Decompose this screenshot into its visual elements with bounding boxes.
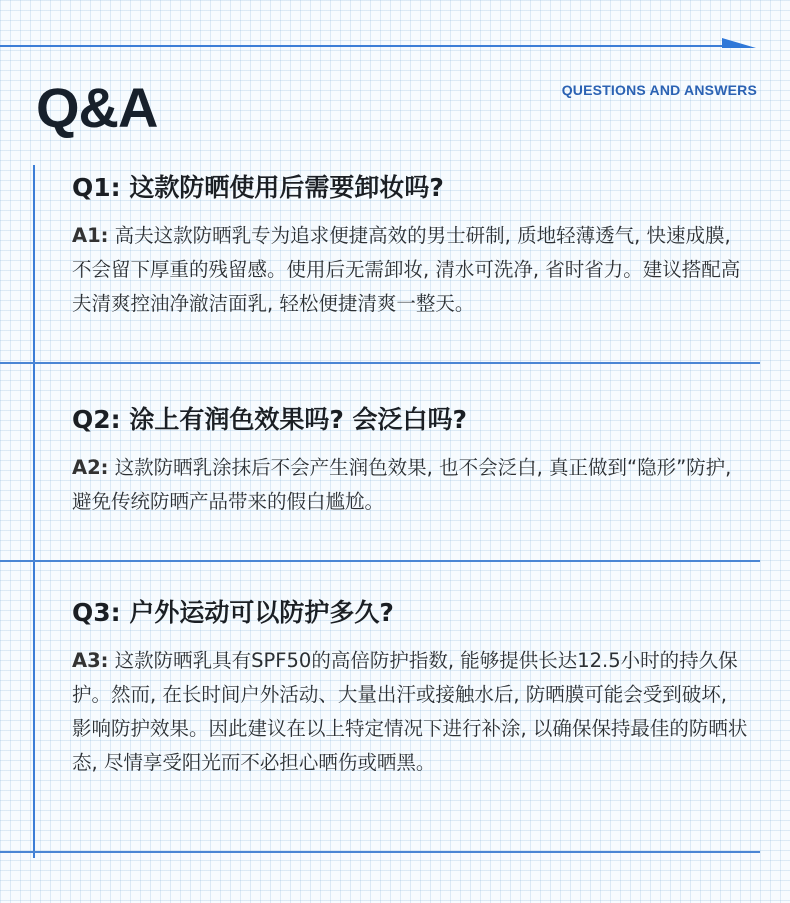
- answer-3-label: A3:: [72, 649, 109, 672]
- answer-1-text: 高夫这款防晒乳专为追求便捷高效的男士研制, 质地轻薄透气, 快速成膜, 不会留下厚重的残留感。使用后无需卸妆, 清水可洗净, 省时省力。建议搭配高夫清爽控油净澈洁面乳, 轻松便捷清爽一整天。: [72, 224, 741, 315]
- question-2: Q2: 涂上有润色效果吗? 会泛白吗?: [72, 405, 468, 434]
- qa-item-3: [72, 596, 752, 780]
- qa-item-1: [72, 171, 752, 321]
- page-title: Q&A: [36, 76, 158, 139]
- section-divider-3: [0, 851, 760, 853]
- answer-1-label: A1:: [72, 224, 109, 247]
- answer-2-label: A2:: [72, 456, 109, 479]
- page-subtitle: QUESTIONS AND ANSWERS: [561, 82, 757, 98]
- question-1: Q1: 这款防晒使用后需要卸妆吗?: [72, 173, 444, 202]
- answer-2-text: 这款防晒乳涂抹后不会产生润色效果, 也不会泛白, 真正做到“隐形”防护, 避免传统防晒产品带来的假白尴尬。: [72, 456, 732, 513]
- answer-1: [72, 219, 752, 321]
- arrow-icon: [722, 38, 756, 48]
- qa-item-2: [72, 403, 752, 519]
- question-3: Q3: 户外运动可以防护多久?: [72, 598, 394, 627]
- top-rule: [0, 45, 728, 47]
- vertical-divider: [33, 165, 35, 858]
- section-divider-1: [0, 362, 760, 364]
- answer-2: [72, 451, 752, 519]
- answer-3: [72, 644, 752, 780]
- section-divider-2: [0, 560, 760, 562]
- answer-3-text: 这款防晒乳具有SPF50的高倍防护指数, 能够提供长达12.5小时的持久保护。然而, 在长时间户外活动、大量出汗或接触水后, 防晒膜可能会受到破坏, 影响防护效果。因此建议在以上特定情况下进行补涂, 以确保保持最佳的防晒状态, 尽情享受阳光而不必担心晒伤或晒黑。: [72, 649, 748, 774]
